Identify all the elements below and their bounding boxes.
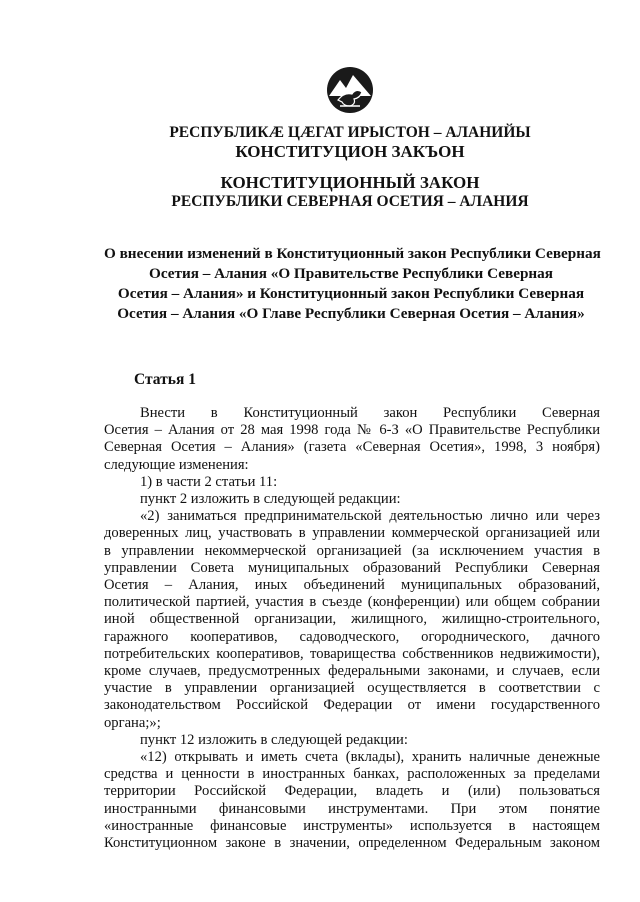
paragraph-point-12-text xyxy=(104,749,600,852)
text-line: кроме случаев, предусмотренных федеральными законами, и случаев, если xyxy=(104,663,600,680)
text-line: законодательством Российской Федерации от имени государственного xyxy=(104,697,600,714)
law-title-line: Осетия – Алания «О Правительстве Республики Северная xyxy=(149,265,553,282)
law-title-line: Осетия – Алания «О Главе Республики Северная Осетия – Алания» xyxy=(117,305,585,322)
text-line: Осетия – Алания, иных объединений муниципальных образований, xyxy=(104,577,600,594)
text-line: управлении Совета муниципальных образований Республики Северная xyxy=(104,559,600,576)
law-title-line: Осетия – Алания» и Конституционный закон Республики Северная xyxy=(117,285,585,302)
text-line: пункт 12 изложить в следующей редакции: xyxy=(140,731,408,748)
ossetian-republic-name: РЕСПУБЛИКÆ ЦÆГАТ ИРЫСТОН – АЛАНИЙЫ xyxy=(169,124,531,141)
text-line: Внести в Конституционный закон Республики Северная xyxy=(140,405,600,421)
text-line: иной общественной организации, жилищного, жилищно-строительного, xyxy=(104,611,600,628)
russian-republic-name: РЕСПУБЛИКИ СЕВЕРНАЯ ОСЕТИЯ – АЛАНИЯ xyxy=(171,193,529,210)
text-line: в управлении некоммерческой организацией (за исключением участия в xyxy=(104,542,600,559)
paragraph-point-2-intro xyxy=(104,491,600,508)
law-title-line: О внесении изменений в Конституционный закон Республики Северная xyxy=(104,245,601,262)
text-line: «12) открывать и иметь счета (вклады), хранить наличные денежные xyxy=(140,749,600,766)
paragraph-point-12-intro xyxy=(104,732,600,749)
text-line: средства и ценности в иностранных банках, расположенных за пределами xyxy=(104,766,600,783)
article-heading: Статья 1 xyxy=(134,371,196,388)
law-title xyxy=(104,244,601,324)
text-line: пункт 2 изложить в следующей редакции: xyxy=(140,491,401,508)
russian-doc-type: КОНСТИТУЦИОННЫЙ ЗАКОН xyxy=(220,173,480,192)
coat-of-arms-emblem xyxy=(326,66,374,114)
text-line: доверенных лиц, участвовать в управлении коммерческой организацией или xyxy=(104,525,600,542)
article-body xyxy=(104,405,600,852)
text-line: 1) в части 2 статьи 11: xyxy=(140,473,278,490)
paragraph-point-2-text xyxy=(104,508,600,732)
text-line: территории Российской Федерации, владеть и (или) пользоваться xyxy=(104,783,600,800)
text-line: политической партией, участия в съезде (конференции) или общем собрании xyxy=(104,594,600,611)
text-line: «иностранные финансовые инструменты» используется в настоящем xyxy=(104,817,600,834)
text-line: потребительских кооперативов, товарищества собственников недвижимости), xyxy=(104,645,600,662)
text-line: «2) заниматься предпринимательской деятельностью лично или через xyxy=(140,508,600,525)
text-line: участие в управлении организацией осуществляется в соответствии с xyxy=(104,680,600,697)
text-line: Северная Осетия – Алания» (газета «Северная Осетия», 1998, 3 ноября) xyxy=(104,439,600,456)
ossetian-doc-type: КОНСТИТУЦИОН ЗАКЪОН xyxy=(235,142,465,161)
text-line: гаражного кооперативов, садоводческого, огороднического, дачного xyxy=(104,628,600,645)
paragraph-amendment-intro xyxy=(104,405,600,474)
text-line: следующие изменения: xyxy=(104,456,249,473)
paragraph-item-1 xyxy=(104,474,600,491)
text-line: Конституционном законе в значении, определенном Федеральным законом xyxy=(104,835,600,852)
text-line: иностранными финансовыми инструментами. При этом понятие xyxy=(104,800,600,817)
text-line: органа;»; xyxy=(104,714,161,731)
text-line: Осетия – Алания от 28 мая 1998 года № 6-З «О Правительстве Республики xyxy=(104,422,600,439)
